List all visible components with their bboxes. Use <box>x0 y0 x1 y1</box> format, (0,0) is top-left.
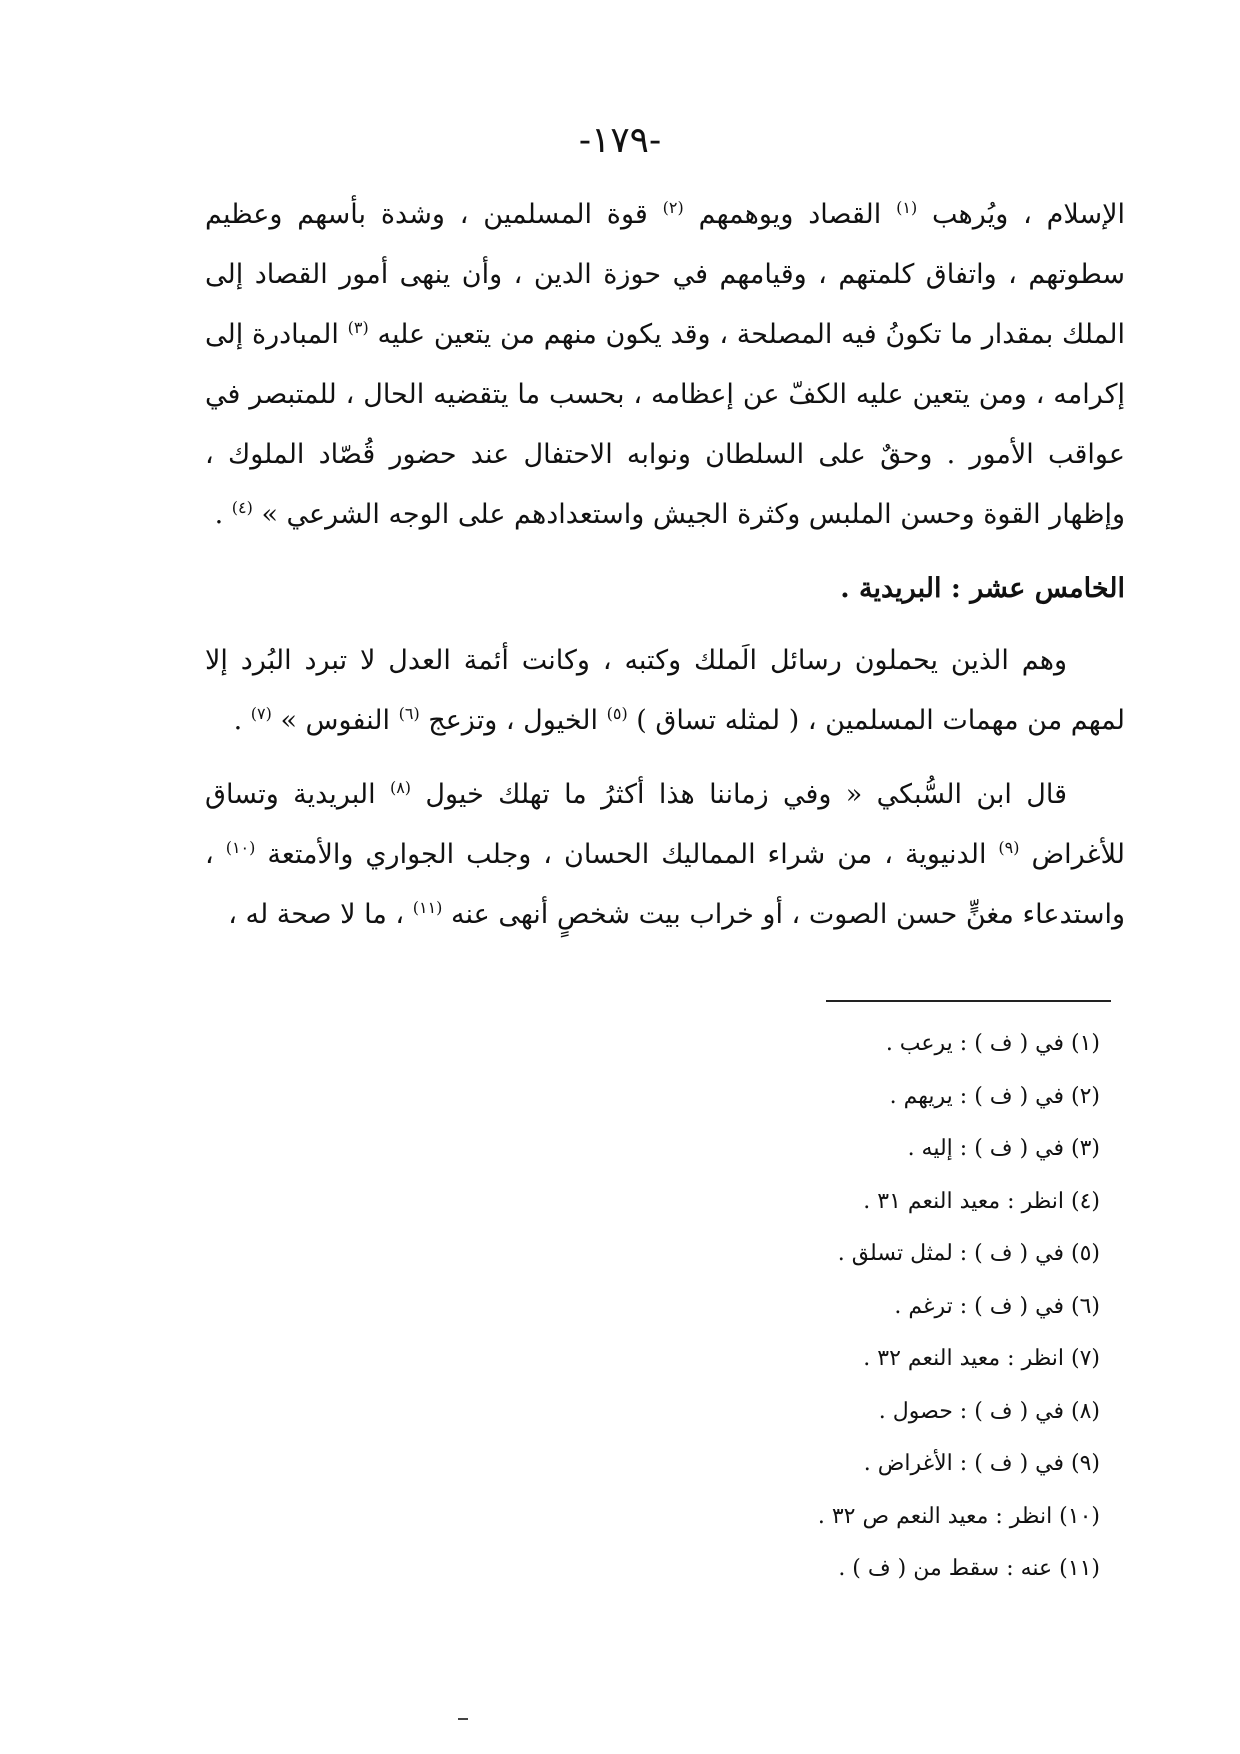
footnote-reference[interactable]: (٥) <box>606 704 628 723</box>
footnote-reference[interactable]: (٩) <box>998 838 1020 857</box>
footnote-reference[interactable]: (١٠) <box>225 838 256 857</box>
footnote-item: (٧) انظر : معيد النعم ٣٢ . <box>863 1346 1100 1371</box>
text-run: . <box>214 499 232 530</box>
footnote-item: (٢) في ( ف ) : يريهم . <box>889 1083 1100 1109</box>
footnote-reference[interactable]: (٢) <box>662 198 684 217</box>
text-run: الإسلام ، ويُرهب <box>917 199 1126 230</box>
text-run: الدنيوية ، من شراء المماليك الحسان ، وجلب الجواري والأمتعة <box>255 839 999 870</box>
text-run: ، واستدعاء مغنٍّ حسن الصوت ، أو خراب بيت شخصٍ أنهى عنه <box>205 839 1125 930</box>
footnote-item: (٥) في ( ف ) : لمثل تسلق . <box>837 1241 1100 1266</box>
paragraph-continuation <box>205 185 1125 545</box>
section-heading: الخامس عشر : البريدية . <box>840 573 1125 604</box>
text-run: قال ابن السُّبكي « وفي زماننا هذا أكثرُ ما تهلك خيول <box>411 779 1068 810</box>
page-number: -١٧٩- <box>578 120 662 161</box>
footnote-separator <box>826 1000 1111 1002</box>
footnote-item: (١١) عنه : سقط من ( ف ) . <box>838 1556 1100 1581</box>
footnote-item: (٤) انظر : معيد النعم ٣١ . <box>863 1188 1100 1214</box>
footnote-item: (٦) في ( ف ) : ترغم . <box>894 1293 1100 1319</box>
footnote-item: (١٠) انظر : معيد النعم ص ٣٢ . <box>817 1503 1100 1529</box>
text-run: النفوس » <box>271 705 399 736</box>
footnote-reference[interactable]: (٦) <box>398 704 420 723</box>
footnote-item: (٩) في ( ف ) : الأغراض . <box>863 1451 1100 1476</box>
footnote-item: (٣) في ( ف ) : إليه . <box>907 1136 1100 1161</box>
text-run: الخيول ، وتزعج <box>419 705 607 736</box>
text-run: قوة المسلمين ، وشدة بأسهم وعظيم سطوتهم ، واتفاق كلمتهم ، وقيامهم في حوزة الدين ، وأن ينهى أمور القصاد إلى الملك بمقدار ما تكونُ فيه المصلحة ، وقد يكون منهم من يتعين عليه <box>205 199 1125 350</box>
footnote-item: (٨) في ( ف ) : حصول . <box>878 1398 1100 1424</box>
text-run: البريدية وتساق للأغراض <box>205 779 1125 870</box>
main-text <box>205 185 1125 945</box>
text-run: وهم الذين يحملون رسائل الَملك وكتبه ، وكانت أئمة العدل لا تبرد البُرد إلا لمهم من مهمات المسلمين ، ( لمثله تساق ) <box>205 645 1125 736</box>
footnote-reference[interactable]: (١١) <box>412 898 443 917</box>
footnote-reference[interactable]: (٨) <box>389 778 412 797</box>
paragraph-messengers <box>205 631 1125 751</box>
text-run: القصاد ويوهمهم <box>683 199 897 230</box>
footnote-reference[interactable]: (٤) <box>231 498 253 517</box>
text-run: ، ما لا صحة له ، <box>228 899 413 930</box>
scan-mark <box>458 1718 468 1720</box>
text-run: . <box>233 705 251 736</box>
text-run: المبادرة إلى إكرامه ، ومن يتعين عليه الكفّ عن إعظامه ، بحسب ما يتقضيه الحال ، للمتبصر في عواقب الأمور . وحقٌ على السلطان ونوابه الاحتفال عند حضور قُصّاد الملوك ، وإظهار القوة وحسن الملبس وكثرة الجيش واستعدادهم على الوجه الشرعي » <box>205 319 1125 530</box>
footnote-item: (١) في ( ف ) : يرعب . <box>885 1031 1100 1056</box>
paragraph-subki-quote <box>205 765 1125 945</box>
footnote-reference[interactable]: (١) <box>896 198 918 217</box>
footnote-reference[interactable]: (٧) <box>250 704 272 723</box>
footnote-reference[interactable]: (٣) <box>347 318 369 337</box>
footnotes-list <box>540 1018 1100 1596</box>
